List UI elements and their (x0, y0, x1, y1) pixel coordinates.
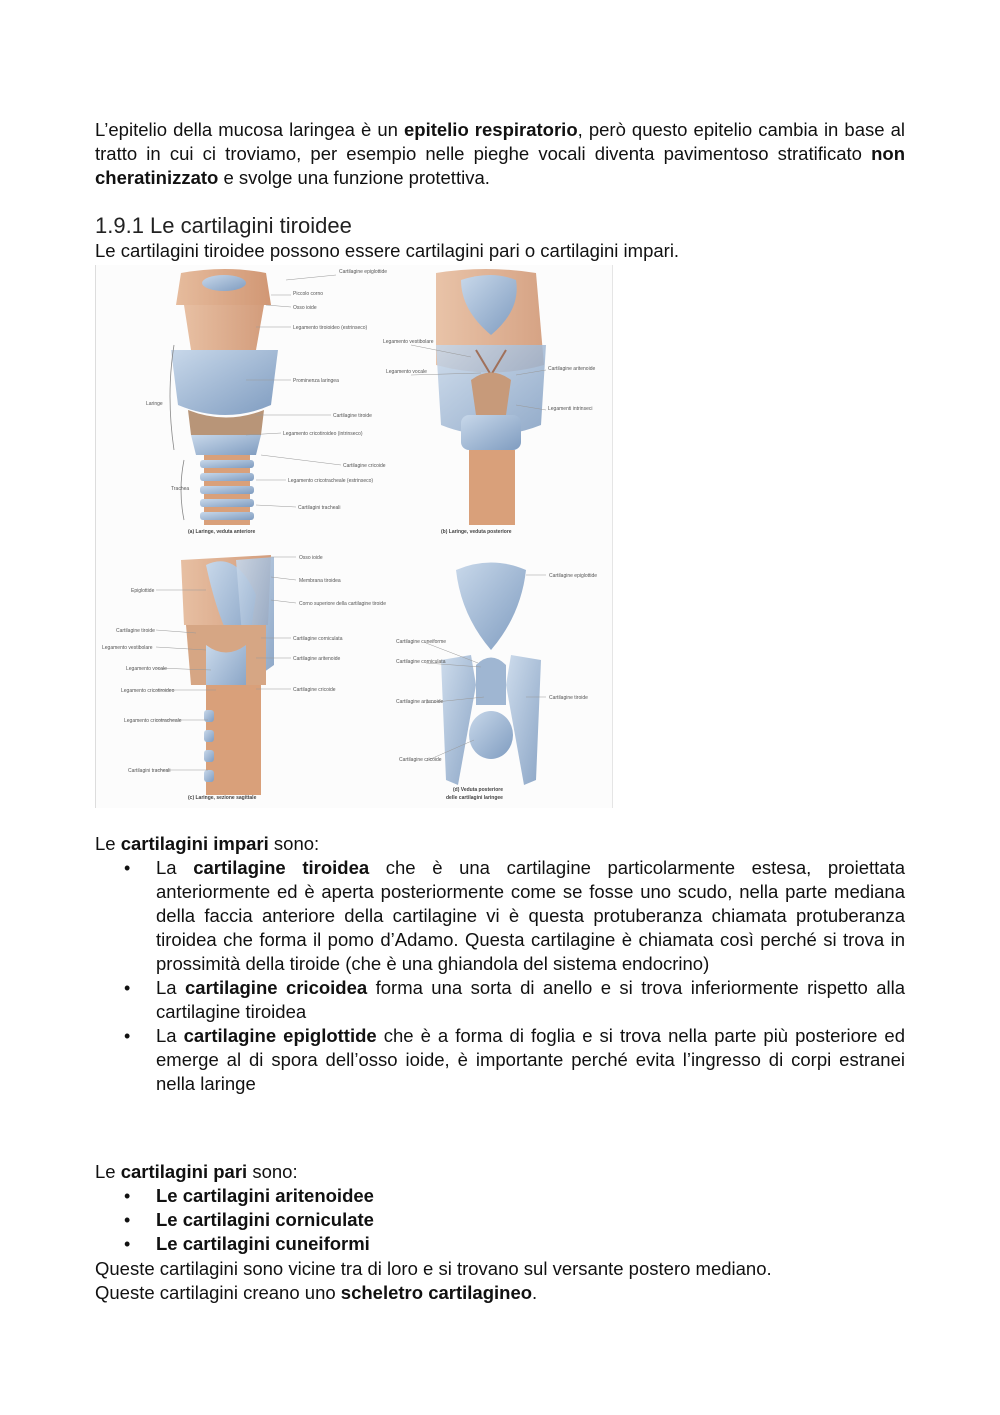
impari-item (118, 1024, 905, 1096)
label-d-1: Cartilagine cuneiforme (396, 639, 447, 645)
intro-text-3: e svolge una funzione protettiva. (218, 167, 490, 188)
pari-intro-pre: Le (95, 1161, 121, 1182)
section-subtitle: Le cartilagini tiroidee possono essere cartilagini pari o cartilagini impari. (95, 240, 680, 261)
section-heading: 1.9.1 Le cartilagini tiroidee (95, 213, 352, 238)
larynx-figure (95, 265, 613, 808)
intro-text-1: L’epitelio della mucosa laringea è un (95, 119, 404, 140)
impari-item-pre: La (156, 977, 185, 998)
label-b-2: Cartilagine aritenoide (548, 366, 596, 372)
label-a-11: Trachea (171, 486, 190, 492)
panel-d-drawing (396, 563, 597, 802)
label-c-8: Legamento cricotracheale (124, 718, 182, 724)
label-c-4: Cartilagine tiroide (116, 628, 155, 634)
label-c-1: Membrana tiroidea (299, 578, 341, 584)
panel-c-drawing (102, 555, 386, 801)
closing-2-post: . (532, 1282, 538, 1303)
label-c-5: Legamento vestibolare (102, 645, 153, 651)
impari-intro (95, 832, 319, 856)
label-c-9: Cartilagini tracheali (128, 768, 171, 774)
label-c-3: Epiglottide (131, 588, 155, 594)
pari-item (118, 1184, 905, 1208)
pari-list (118, 1184, 905, 1256)
impari-item-bold: cartilagine cricoidea (185, 977, 368, 998)
label-d-0: Cartilagine epiglottide (549, 573, 598, 579)
impari-item (118, 856, 905, 976)
caption-a: (a) Laringe, veduta anteriore (188, 529, 256, 535)
label-d-2: Cartilagine corniculata (396, 659, 446, 665)
pari-intro (95, 1160, 298, 1184)
label-a-5: Cartilagine tiroide (333, 413, 372, 419)
pari-closing-1: Queste cartilagini sono vicine tra di loro e si trovano sul versante postero mediano. (95, 1258, 772, 1279)
label-c-7: Legamento cricotiroideo (121, 688, 175, 694)
label-c-0: Osso ioide (299, 555, 323, 561)
label-a-2: Osso ioide (293, 305, 317, 311)
impari-item (118, 976, 905, 1024)
label-b-1: Legamento vocale (386, 369, 427, 375)
label-a-6: Legamento cricotiroideo (intrinseco) (283, 431, 363, 437)
impari-intro-bold: cartilagini impari (120, 833, 269, 854)
impari-list (118, 856, 905, 1096)
panel-a-drawing (146, 269, 387, 535)
label-a-0: Cartilagine epiglottide (339, 269, 388, 275)
label-b-0: Legamento vestibolare (383, 339, 434, 345)
impari-item-text: che è a forma di foglia e si trova nella parte più posteriore ed emerge al di spora dell’osso ioide, è importante perché evita l’ingresso di corpi estranei nella laringe (156, 1025, 905, 1094)
caption-d-1: (d) Veduta posteriore (453, 787, 504, 793)
intro-bold-2: non cheratinizzato (95, 143, 905, 188)
closing-2-bold: scheletro cartilagineo (340, 1282, 533, 1303)
label-d-4: Cartilagine tiroide (549, 695, 588, 701)
impari-item-pre: La (156, 857, 194, 878)
label-d-3: Cartilagine aritenoide (396, 699, 444, 705)
impari-item-bold: cartilagine tiroidea (193, 857, 370, 878)
label-c-11: Cartilagine aritenoide (293, 656, 341, 662)
label-a-10: Laringe (146, 401, 163, 407)
closing-2-pre: Queste cartilagini creano uno (95, 1282, 341, 1303)
label-c-2: Corno superiore della cartilagine tiroide (299, 601, 386, 607)
pari-item (118, 1232, 905, 1256)
impari-intro-pre: Le (95, 833, 121, 854)
label-a-9: Cartilagini tracheali (298, 505, 341, 511)
pari-item-bold: Le cartilagini cuneiformi (156, 1233, 370, 1254)
label-c-6: Legamento vocale (126, 666, 167, 672)
larynx-illustration (96, 265, 612, 808)
label-c-10: Cartilagine corniculata (293, 636, 343, 642)
impari-item-text: che è una cartilagine particolarmente estesa, proiettata anteriormente ed è aperta posteriormente come se fosse uno scudo, nella parte mediana della faccia anteriore della cartilagine vi è questa protuberanza chiamata protuberanza tiroidea che forma il pomo d’Adamo. Questa cartilagine è chiamata così perché si trova in prossimità della tiroide (che è una ghiandola del sistema endocrino) (156, 857, 905, 974)
label-c-12: Cartilagine cricoide (293, 687, 336, 693)
label-d-5: Cartilagine cricoide (399, 757, 442, 763)
pari-item-bold: Le cartilagini corniculate (156, 1209, 374, 1230)
impari-item-pre: La (156, 1025, 184, 1046)
label-a-8: Legamento cricotracheale (estrinseco) (288, 478, 374, 484)
pari-closing-2 (95, 1281, 537, 1305)
intro-text-2: , però questo epitelio cambia in base al tratto in cui ci troviamo, per esempio nelle pieghe vocali diventa pavimentoso stratificato (95, 119, 905, 164)
label-b-3: Legamenti intrinseci (548, 406, 593, 412)
impari-item-text: forma una sorta di anello e si trova inferiormente rispetto alla cartilagine tiroidea (156, 977, 905, 1022)
label-a-4: Prominenza laringea (293, 378, 339, 384)
caption-b: (b) Laringe, veduta posteriore (441, 529, 512, 535)
intro-bold-1: epitelio respiratorio (403, 119, 578, 140)
pari-intro-post: sono: (247, 1161, 298, 1182)
label-a-3: Legamento tiroioideo (estrinseco) (293, 325, 368, 331)
pari-item (118, 1208, 905, 1232)
pari-intro-bold: cartilagini pari (120, 1161, 248, 1182)
label-a-7: Cartilagine cricoide (343, 463, 386, 469)
caption-d-2: delle cartilagini laringee (446, 795, 503, 801)
intro-paragraph (95, 118, 905, 190)
impari-item-bold: cartilagine epiglottide (183, 1025, 377, 1046)
pari-item-bold: Le cartilagini aritenoidee (156, 1185, 374, 1206)
impari-intro-post: sono: (268, 833, 320, 854)
label-a-1: Piccolo corno (293, 291, 324, 297)
caption-c: (c) Laringe, sezione sagittale (188, 795, 257, 801)
panel-b-drawing (383, 269, 595, 535)
